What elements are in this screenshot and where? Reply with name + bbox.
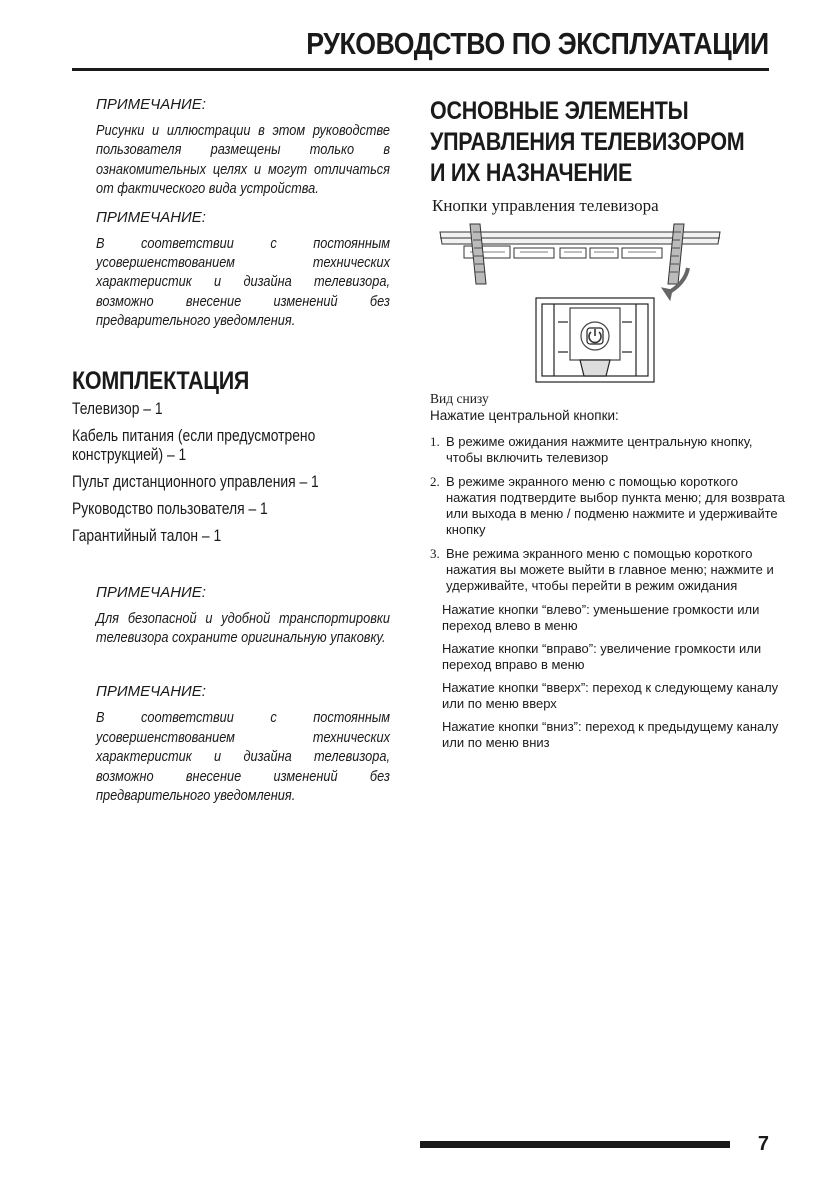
direction-note: Нажатие кнопки “вниз”: переход к предыдущему каналу или по меню вниз bbox=[442, 719, 779, 750]
note-label: ПРИМЕЧАНИЕ: bbox=[96, 208, 206, 226]
direction-note: Нажатие кнопки “вверх”: переход к следующему каналу или по меню вверх bbox=[442, 680, 779, 711]
tv-controls-diagram bbox=[430, 212, 730, 387]
list-item: Руководство пользователя – 1 bbox=[72, 499, 268, 518]
list-item: Кабель питания (если предусмотрено конструкцией) – 1 bbox=[72, 426, 316, 464]
note-label: ПРИМЕЧАНИЕ: bbox=[96, 583, 206, 601]
note-text: Рисунки и иллюстрации в этом руководстве пользователя размещены только в ознакомительных целях и могут отличаться от фактического вида устройства. bbox=[96, 122, 390, 198]
page-number: 7 bbox=[757, 1133, 769, 1155]
left-column bbox=[72, 96, 388, 816]
instructions-list bbox=[430, 434, 790, 758]
right-column bbox=[430, 96, 790, 189]
heading-line: УПРАВЛЕНИЯ ТЕЛЕВИЗОРОМ bbox=[430, 128, 745, 156]
page-header-title: РУКОВОДСТВО ПО ЭКСПЛУАТАЦИИ bbox=[306, 26, 769, 61]
list-item-text: В режиме ожидания нажмите центральную кнопку, чтобы включить телевизор bbox=[446, 434, 753, 465]
list-item: Телевизор – 1 bbox=[72, 399, 163, 418]
note-label: ПРИМЕЧАНИЕ: bbox=[96, 683, 206, 701]
list-item-text: Вне режима экранного меню с помощью короткого нажатия вы можете выйти в главное меню; нажмите и удерживайте, чтобы перейти в режим ожидания bbox=[446, 546, 774, 593]
tv-bottom-edge-illustration bbox=[440, 224, 720, 300]
control-button-closeup bbox=[536, 298, 654, 382]
note-text: В соответствии с постоянным усовершенствованием технических характеристик и дизайна телевизора, возможно внесение изменений без предварительного уведомления. bbox=[96, 234, 390, 330]
list-item-number: 2. bbox=[430, 474, 440, 489]
list-item: Гарантийный талон – 1 bbox=[72, 526, 222, 545]
header-divider bbox=[72, 68, 769, 71]
kit-list bbox=[72, 400, 388, 546]
note-label: ПРИМЕЧАНИЕ: bbox=[96, 96, 206, 113]
list-item-number: 1. bbox=[430, 434, 440, 449]
list-item-text: В режиме экранного меню с помощью короткого нажатия подтвердите выбор пункта меню; для возврата или выхода в меню / подменю нажмите и удерживайте кнопку bbox=[446, 474, 785, 537]
direction-note: Нажатие кнопки “влево”: уменьшение громкости или переход влево в меню bbox=[442, 602, 760, 633]
section-heading-kit: КОМПЛЕКТАЦИЯ bbox=[72, 366, 250, 395]
footer-bar bbox=[420, 1141, 730, 1148]
note-text: Для безопасной и удобной транспортировки телевизора сохраните оригинальную упаковку. bbox=[96, 609, 390, 647]
section-heading-controls bbox=[430, 96, 745, 189]
heading-line: ОСНОВНЫЕ ЭЛЕМЕНТЫ bbox=[430, 97, 689, 125]
figure-caption: Кнопки управления телевизора bbox=[432, 196, 659, 215]
list-item-number: 3. bbox=[430, 546, 440, 561]
list-item bbox=[430, 474, 790, 538]
bottom-view-label: Вид снизу bbox=[430, 391, 489, 406]
heading-line: И ИХ НАЗНАЧЕНИЕ bbox=[430, 159, 633, 187]
list-item bbox=[430, 546, 790, 594]
list-item: Пульт дистанционного управления – 1 bbox=[72, 472, 319, 491]
note-text: В соответствии с постоянным усовершенствованием технических характеристик и дизайна телевизора, возможно внесение изменений без предварительного уведомления. bbox=[96, 709, 390, 805]
list-item bbox=[430, 434, 790, 466]
center-press-label: Нажатие центральной кнопки: bbox=[430, 408, 619, 423]
direction-note: Нажатие кнопки “вправо”: увеличение громкости или переход вправо в меню bbox=[442, 641, 762, 672]
